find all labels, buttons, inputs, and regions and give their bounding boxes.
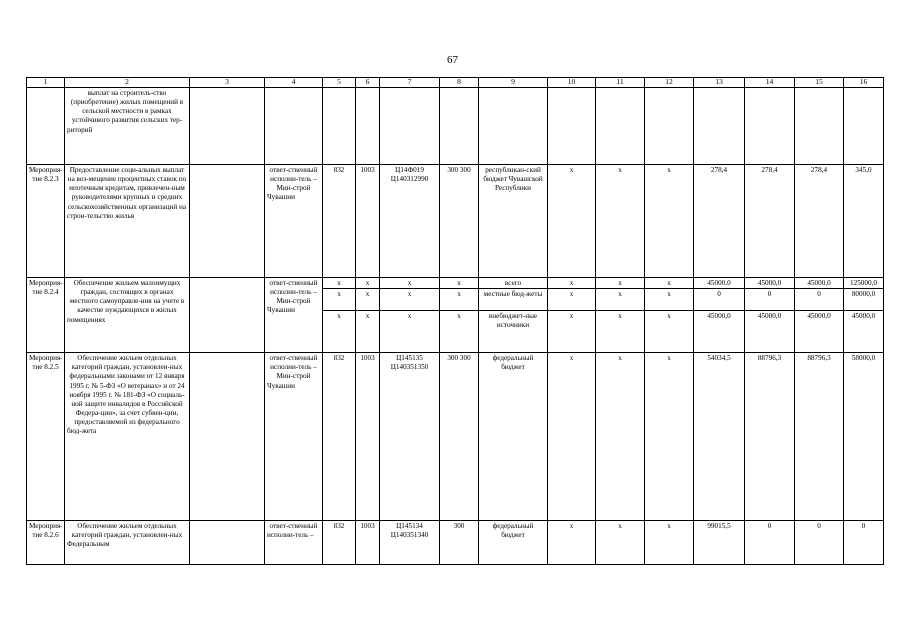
- activity-name: Обеспечение жильем малоимущих граждан, состоящих в органах местного самоуправле-ния на учете в качестве нуждающихся в жилых помещениях: [65, 278, 190, 353]
- cell: х: [356, 289, 380, 311]
- funding-source: местные бюд-жеты: [479, 289, 548, 311]
- cell: х: [440, 311, 479, 353]
- col-header: 5: [323, 78, 356, 88]
- activity-id: Мероприя-тие 8.2.3: [27, 165, 65, 278]
- cell: х: [380, 278, 440, 289]
- col-header: 6: [356, 78, 380, 88]
- cell: х: [645, 353, 694, 521]
- col-header: 8: [440, 78, 479, 88]
- cell: Ц145134 Ц140351340: [380, 521, 440, 565]
- cell: 345,0: [844, 165, 884, 278]
- cell: 45000,0: [844, 311, 884, 353]
- activity-id: Мероприя-тие 8.2.6: [27, 521, 65, 565]
- cell: 278,4: [694, 165, 745, 278]
- column-number-row: [27, 78, 884, 88]
- cell: х: [356, 311, 380, 353]
- activity-name: Обеспечение жильем отдельных категорий граждан, установлен-ных Федеральным: [65, 521, 190, 565]
- activity-id: Мероприя-тие 8.2.4: [27, 278, 65, 353]
- col-header: 9: [479, 78, 548, 88]
- cell: х: [380, 311, 440, 353]
- cell: 0: [795, 521, 844, 565]
- cell: х: [645, 278, 694, 289]
- funding-source: федеральный бюджет: [479, 353, 548, 521]
- executor: ответ-ственный исполни-тель – Мин-строй Чувашии: [265, 165, 323, 278]
- cell: 1003: [356, 521, 380, 565]
- cell: х: [548, 278, 596, 289]
- table-row: [27, 278, 884, 289]
- cell: х: [596, 353, 645, 521]
- cell: 832: [323, 353, 356, 521]
- cell: х: [548, 353, 596, 521]
- col-header: 16: [844, 78, 884, 88]
- funding-source: всего: [479, 278, 548, 289]
- cell: 54034,5: [694, 353, 745, 521]
- col-header: 4: [265, 78, 323, 88]
- cell: 125000,0: [844, 278, 884, 289]
- col-header: 14: [745, 78, 795, 88]
- program-table: [26, 77, 884, 565]
- activity-name: Предоставление соци-альных выплат на воз-мещение процентных ставок по ипотечным кредитам, привлечен-ным руководителями крупных и средних сельскохозяйственных организаций на строи-тельство жилья: [65, 165, 190, 278]
- cell: 45000,0: [745, 278, 795, 289]
- activity-name: Обеспечение жильем отдельных категорий граждан, установлен-ных федеральными законами от 12 января 1995 г. № 5-ФЗ «О ветеранах» и от 24 ноября 1995 г. № 181-ФЗ «О социаль-ной защите инвалидов в Российской Федера-ции», за счет субвен-ции, предоставляемой из федерального бюд-жета: [65, 353, 190, 521]
- cell: 300 300: [440, 353, 479, 521]
- cell: 45000,0: [795, 311, 844, 353]
- cell: 88796,3: [745, 353, 795, 521]
- cell: 99015,5: [694, 521, 745, 565]
- cell: 45000,0: [795, 278, 844, 289]
- cell: 1003: [356, 165, 380, 278]
- cell: х: [356, 278, 380, 289]
- cell: х: [548, 165, 596, 278]
- activity-name: выплат на строитель-ство (приобретение) жилых помещений в сельской местности в рамках устойчивого развития сельских тер-риторий: [65, 88, 190, 165]
- cell: х: [645, 521, 694, 565]
- cell: х: [596, 521, 645, 565]
- cell: х: [440, 289, 479, 311]
- cell: х: [596, 165, 645, 278]
- executor: ответ-ственный исполни-тель – Мин-строй Чувашии: [265, 353, 323, 521]
- cell: х: [596, 289, 645, 311]
- cell: 45000,0: [694, 311, 745, 353]
- funding-source: федеральный бюджет: [479, 521, 548, 565]
- cell: 0: [745, 289, 795, 311]
- col-header: 15: [795, 78, 844, 88]
- funding-source: республикан-ский бюджет Чувашской Республики: [479, 165, 548, 278]
- cell: х: [548, 311, 596, 353]
- table-row-continuation: [27, 88, 884, 165]
- cell: х: [548, 289, 596, 311]
- col-header: 11: [596, 78, 645, 88]
- cell: 0: [694, 289, 745, 311]
- cell: 0: [745, 521, 795, 565]
- cell: 0: [795, 289, 844, 311]
- cell: х: [323, 289, 356, 311]
- funding-source: внебюджет-ные источники: [479, 311, 548, 353]
- cell: х: [645, 289, 694, 311]
- executor: ответ-ственный исполни-тель – Мин-строй Чувашии: [265, 278, 323, 353]
- cell: 1003: [356, 353, 380, 521]
- col-header: 2: [65, 78, 190, 88]
- cell: Ц145135 Ц140351350: [380, 353, 440, 521]
- table-row: [27, 353, 884, 521]
- cell: 58000,0: [844, 353, 884, 521]
- col-header: 12: [645, 78, 694, 88]
- activity-id: Мероприя-тие 8.2.5: [27, 353, 65, 521]
- cell: х: [645, 311, 694, 353]
- cell: 80000,0: [844, 289, 884, 311]
- cell: 300: [440, 521, 479, 565]
- page-number: 67: [447, 54, 458, 66]
- executor: ответ-ственный исполни-тель –: [265, 521, 323, 565]
- cell: х: [380, 289, 440, 311]
- cell: 45000,0: [745, 311, 795, 353]
- cell: 88796,3: [795, 353, 844, 521]
- col-header: 1: [27, 78, 65, 88]
- cell: 300 300: [440, 165, 479, 278]
- col-header: 7: [380, 78, 440, 88]
- cell: 278,4: [745, 165, 795, 278]
- cell: х: [596, 311, 645, 353]
- col-header: 3: [190, 78, 265, 88]
- col-header: 10: [548, 78, 596, 88]
- cell: х: [440, 278, 479, 289]
- cell: х: [548, 521, 596, 565]
- cell: 0: [844, 521, 884, 565]
- cell: х: [323, 278, 356, 289]
- cell: х: [323, 311, 356, 353]
- cell: 832: [323, 521, 356, 565]
- table-row: [27, 165, 884, 278]
- cell: Ц14Ф019 Ц140312990: [380, 165, 440, 278]
- cell: х: [596, 278, 645, 289]
- cell: 832: [323, 165, 356, 278]
- col-header: 13: [694, 78, 745, 88]
- table-row: [27, 521, 884, 565]
- cell: 278,4: [795, 165, 844, 278]
- cell: х: [645, 165, 694, 278]
- cell: 45000,0: [694, 278, 745, 289]
